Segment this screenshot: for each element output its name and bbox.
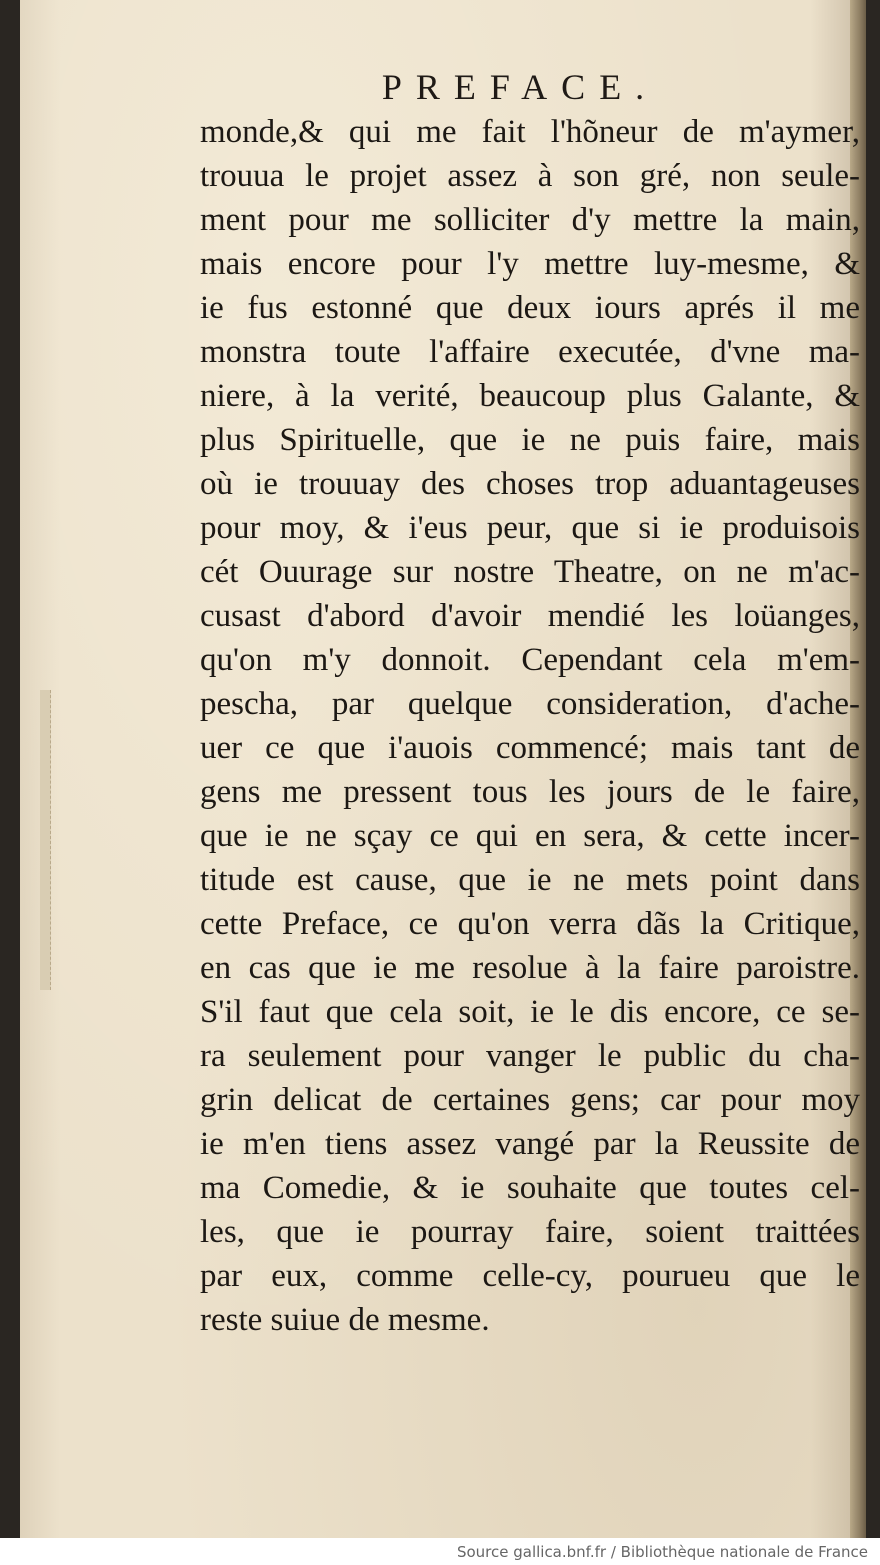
text-line: uer ce que i'auois commencé; mais tant de — [200, 730, 860, 766]
text-line: trouua le projet assez à son gré, non seule- — [200, 158, 860, 194]
text-line: où ie trouuay des choses trop aduantageuses — [200, 466, 860, 502]
text-line-last: reste suiue de mesme. — [200, 1302, 490, 1338]
text-line: ie m'en tiens assez vangé par la Reussite de — [200, 1126, 860, 1162]
text-line: par eux, comme celle-cy, pourueu que le — [200, 1258, 860, 1294]
text-line: cét Ouurage sur nostre Theatre, on ne m'ac- — [200, 554, 860, 590]
text-line: cusast d'abord d'avoir mendié les loüanges, — [200, 598, 860, 634]
text-line: plus Spirituelle, que ie ne puis faire, mais — [200, 422, 860, 458]
text-line: mais encore pour l'y mettre luy-mesme, & — [200, 246, 860, 282]
text-line: pour moy, & i'eus peur, que si ie produisois — [200, 510, 860, 546]
source-attribution: Source gallica.bnf.fr / Bibliothèque nationale de France — [456, 1543, 868, 1561]
text-line: ma Comedie, & ie souhaite que toutes cel- — [200, 1170, 860, 1206]
text-line: monde,& qui me fait l'hõneur de m'aymer, — [200, 114, 860, 150]
text-line: monstra toute l'affaire executée, d'vne ma- — [200, 334, 860, 370]
text-line: niere, à la verité, beaucoup plus Galante, & — [200, 378, 860, 414]
text-line: gens me pressent tous les jours de le faire, — [200, 774, 860, 810]
torn-page-edge — [40, 690, 51, 990]
running-head: PREFACE. — [381, 67, 659, 107]
text-line: cette Preface, ce qu'on verra dãs la Critique, — [200, 906, 860, 942]
preface-text-block — [200, 110, 880, 1342]
text-line: grin delicat de certaines gens; car pour moy — [200, 1082, 860, 1118]
text-line: que ie ne sçay ce qui en sera, & cette incer- — [200, 818, 860, 854]
text-line: S'il faut que cela soit, ie le dis encore, ce se- — [200, 994, 860, 1030]
text-line: ie fus estonné que deux iours aprés il me — [200, 290, 860, 326]
text-line: ra seulement pour vanger le public du cha- — [200, 1038, 860, 1074]
text-line: titude est cause, que ie ne mets point dans — [200, 862, 860, 898]
text-line: qu'on m'y donnoit. Cependant cela m'em- — [200, 642, 860, 678]
book-page — [20, 0, 866, 1538]
text-line: pescha, par quelque consideration, d'ache- — [200, 686, 860, 722]
text-line: en cas que ie me resolue à la faire paroistre. — [200, 950, 860, 986]
text-line: les, que ie pourray faire, soient traittées — [200, 1214, 860, 1250]
text-line: ment pour me solliciter d'y mettre la main, — [200, 202, 860, 238]
